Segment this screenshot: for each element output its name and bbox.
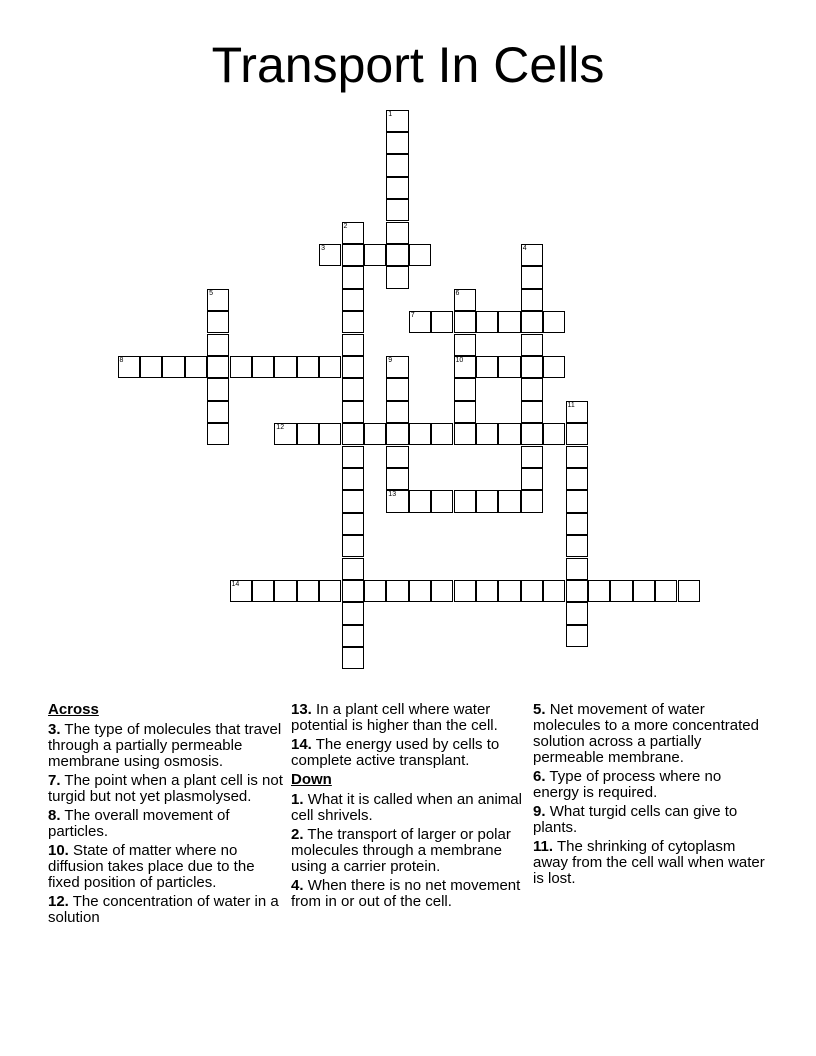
crossword-cell[interactable] bbox=[386, 378, 408, 400]
down-clue-11 bbox=[533, 839, 769, 887]
crossword-cell[interactable] bbox=[476, 490, 498, 512]
crossword-cell[interactable] bbox=[162, 356, 184, 378]
crossword-cell[interactable] bbox=[207, 356, 229, 378]
crossword-cell[interactable] bbox=[633, 580, 655, 602]
crossword-cell[interactable] bbox=[543, 356, 565, 378]
crossword-cell[interactable] bbox=[342, 446, 364, 468]
crossword-cell[interactable] bbox=[476, 356, 498, 378]
down-clue-9 bbox=[533, 804, 769, 836]
across-clue-3 bbox=[48, 722, 284, 770]
crossword-cell[interactable] bbox=[386, 356, 408, 378]
clue-text: Type of process where no energy is required. bbox=[533, 768, 722, 801]
crossword-cell[interactable] bbox=[521, 356, 543, 378]
clue-text: What turgid cells can give to plants. bbox=[533, 803, 738, 836]
cell-number: 5 bbox=[209, 289, 213, 297]
crossword-cell[interactable] bbox=[364, 244, 386, 266]
crossword-cell[interactable] bbox=[319, 423, 341, 445]
cell-number: 9 bbox=[388, 356, 393, 364]
crossword-cell[interactable] bbox=[386, 490, 408, 512]
clue-text: The transport of larger or polar molecules through a membrane using a carrier protein. bbox=[291, 826, 511, 875]
crossword-cell[interactable] bbox=[498, 423, 520, 445]
crossword-cell[interactable] bbox=[185, 356, 207, 378]
crossword-cell[interactable] bbox=[342, 244, 364, 266]
crossword-cell[interactable] bbox=[543, 580, 565, 602]
crossword-cell[interactable] bbox=[230, 356, 252, 378]
crossword-cell[interactable] bbox=[386, 401, 408, 423]
clue-number: 3. bbox=[48, 721, 61, 738]
crossword-cell[interactable] bbox=[566, 580, 588, 602]
crossword-cell[interactable] bbox=[454, 311, 476, 333]
crossword-cell[interactable] bbox=[566, 602, 588, 624]
crossword-cell[interactable] bbox=[431, 490, 453, 512]
crossword-cell[interactable] bbox=[521, 446, 543, 468]
down-clue-6 bbox=[533, 769, 769, 801]
crossword-cell[interactable] bbox=[566, 535, 588, 557]
crossword-cell[interactable] bbox=[521, 378, 543, 400]
clue-number: 5. bbox=[533, 701, 546, 718]
cell-number: 6 bbox=[455, 289, 460, 297]
crossword-cell[interactable] bbox=[342, 558, 364, 580]
crossword-cell[interactable] bbox=[252, 580, 274, 602]
crossword-cell[interactable] bbox=[409, 423, 431, 445]
crossword-cell[interactable] bbox=[386, 177, 408, 199]
crossword-cell[interactable] bbox=[566, 625, 588, 647]
cell-number: 2 bbox=[343, 222, 348, 230]
crossword-cell[interactable] bbox=[431, 311, 453, 333]
crossword-cell[interactable] bbox=[386, 423, 408, 445]
crossword-cell[interactable] bbox=[207, 378, 229, 400]
crossword-cell[interactable] bbox=[364, 580, 386, 602]
across-clue-13 bbox=[291, 702, 527, 734]
clue-number: 10. bbox=[48, 842, 69, 859]
crossword-cell[interactable] bbox=[521, 289, 543, 311]
crossword-cell[interactable] bbox=[521, 244, 543, 266]
crossword-cell[interactable] bbox=[297, 423, 319, 445]
cell-number: 13 bbox=[388, 491, 397, 499]
crossword-cell[interactable] bbox=[319, 244, 341, 266]
clue-text: The energy used by cells to complete active transplant. bbox=[291, 736, 500, 769]
crossword-cell[interactable] bbox=[207, 289, 229, 311]
crossword-cell[interactable] bbox=[342, 490, 364, 512]
crossword-cell[interactable] bbox=[230, 580, 252, 602]
cell-number: 10 bbox=[455, 356, 464, 364]
crossword-cell[interactable] bbox=[454, 378, 476, 400]
crossword-cell[interactable] bbox=[431, 423, 453, 445]
across-clue-10 bbox=[48, 843, 284, 891]
down-clue-1 bbox=[291, 792, 527, 824]
crossword-cell[interactable] bbox=[342, 468, 364, 490]
crossword-cell[interactable] bbox=[207, 334, 229, 356]
crossword-cell[interactable] bbox=[498, 311, 520, 333]
clue-number: 6. bbox=[533, 768, 546, 785]
crossword-cell[interactable] bbox=[386, 110, 408, 132]
crossword-cell[interactable] bbox=[319, 580, 341, 602]
crossword-cell[interactable] bbox=[274, 580, 296, 602]
crossword-cell[interactable] bbox=[566, 468, 588, 490]
clues-column-3 bbox=[533, 702, 769, 890]
crossword-cell[interactable] bbox=[207, 311, 229, 333]
clue-number: 1. bbox=[291, 791, 304, 808]
crossword-cell[interactable] bbox=[566, 446, 588, 468]
crossword-cell[interactable] bbox=[207, 401, 229, 423]
crossword-cell[interactable] bbox=[566, 423, 588, 445]
crossword-cell[interactable] bbox=[566, 513, 588, 535]
page-title: Transport In Cells bbox=[211, 37, 605, 93]
crossword-cell[interactable] bbox=[386, 580, 408, 602]
crossword-cell[interactable] bbox=[342, 647, 364, 669]
clue-number: 14. bbox=[291, 736, 312, 753]
clues-column-1 bbox=[48, 702, 284, 929]
crossword-cell[interactable] bbox=[386, 154, 408, 176]
clue-number: 11. bbox=[533, 838, 554, 855]
crossword-cell[interactable] bbox=[297, 580, 319, 602]
cell-number: 12 bbox=[276, 424, 285, 432]
crossword-cell[interactable] bbox=[342, 625, 364, 647]
crossword-cell[interactable] bbox=[342, 266, 364, 288]
cell-number: 14 bbox=[231, 580, 240, 588]
clue-number: 13. bbox=[291, 701, 312, 718]
crossword-cell[interactable] bbox=[342, 378, 364, 400]
across-heading: Across bbox=[48, 701, 99, 718]
clue-text: When there is no net movement from in or out of the cell. bbox=[291, 877, 521, 910]
crossword-cell[interactable] bbox=[476, 423, 498, 445]
crossword-cell[interactable] bbox=[297, 356, 319, 378]
crossword-cell[interactable] bbox=[566, 558, 588, 580]
crossword-cell[interactable] bbox=[342, 513, 364, 535]
crossword-cell[interactable] bbox=[252, 356, 274, 378]
crossword-cell[interactable] bbox=[521, 468, 543, 490]
crossword-cell[interactable] bbox=[498, 356, 520, 378]
clue-text: The type of molecules that travel through a partially permeable membrane using osmosis. bbox=[48, 721, 282, 770]
crossword-cell[interactable] bbox=[319, 356, 341, 378]
crossword-cell[interactable] bbox=[521, 311, 543, 333]
clue-number: 12. bbox=[48, 893, 69, 910]
clue-number: 8. bbox=[48, 807, 61, 824]
crossword-cell[interactable] bbox=[364, 423, 386, 445]
down-heading: Down bbox=[291, 771, 332, 788]
crossword-cell[interactable] bbox=[521, 401, 543, 423]
across-clue-8 bbox=[48, 808, 284, 840]
down-clue-4 bbox=[291, 878, 527, 910]
cell-number: 1 bbox=[388, 110, 393, 118]
across-clue-14 bbox=[291, 737, 527, 769]
crossword-cell[interactable] bbox=[342, 356, 364, 378]
crossword-cell[interactable] bbox=[521, 580, 543, 602]
clue-number: 9. bbox=[533, 803, 546, 820]
crossword-cell[interactable] bbox=[342, 423, 364, 445]
crossword-cell[interactable] bbox=[476, 580, 498, 602]
crossword-cell[interactable] bbox=[409, 311, 431, 333]
crossword-cell[interactable] bbox=[274, 356, 296, 378]
crossword-cell[interactable] bbox=[521, 334, 543, 356]
crossword-cell[interactable] bbox=[521, 423, 543, 445]
crossword-cell[interactable] bbox=[342, 580, 364, 602]
crossword-cell[interactable] bbox=[274, 423, 296, 445]
crossword-cell[interactable] bbox=[454, 401, 476, 423]
crossword-cell[interactable] bbox=[454, 289, 476, 311]
clue-text: The shrinking of cytoplasm away from the cell wall when water is lost. bbox=[533, 838, 765, 887]
crossword-cell[interactable] bbox=[588, 580, 610, 602]
crossword-cell[interactable] bbox=[498, 490, 520, 512]
crossword-cell[interactable] bbox=[409, 244, 431, 266]
crossword-cell[interactable] bbox=[454, 580, 476, 602]
clue-text: What it is called when an animal cell shrivels. bbox=[291, 791, 522, 824]
clue-text: The point when a plant cell is not turgid but not yet plasmolysed. bbox=[48, 772, 283, 805]
crossword-cell[interactable] bbox=[521, 266, 543, 288]
crossword-cell[interactable] bbox=[386, 244, 408, 266]
crossword-cell[interactable] bbox=[386, 222, 408, 244]
crossword-cell[interactable] bbox=[543, 311, 565, 333]
across-clue-12 bbox=[48, 894, 284, 926]
crossword-cell[interactable] bbox=[386, 446, 408, 468]
crossword-cell[interactable] bbox=[386, 468, 408, 490]
crossword-cell[interactable] bbox=[610, 580, 632, 602]
crossword-cell[interactable] bbox=[207, 423, 229, 445]
across-clue-7 bbox=[48, 773, 284, 805]
down-clue-5 bbox=[533, 702, 769, 766]
clue-number: 2. bbox=[291, 826, 304, 843]
crossword-cell[interactable] bbox=[342, 334, 364, 356]
crossword-cell[interactable] bbox=[342, 401, 364, 423]
crossword-cell[interactable] bbox=[476, 311, 498, 333]
clue-text: Net movement of water molecules to a more concentrated solution across a partially permeable membrane. bbox=[533, 701, 759, 766]
crossword-cell[interactable] bbox=[118, 356, 140, 378]
clue-text: The overall movement of particles. bbox=[48, 807, 230, 840]
clues-column-2 bbox=[291, 702, 527, 913]
crossword-cell[interactable] bbox=[655, 580, 677, 602]
crossword-cell[interactable] bbox=[566, 401, 588, 423]
down-clue-2 bbox=[291, 827, 527, 875]
clue-text: State of matter where no diffusion takes place due to the fixed position of particles. bbox=[48, 842, 255, 891]
crossword-cell[interactable] bbox=[409, 490, 431, 512]
crossword-cell[interactable] bbox=[678, 580, 700, 602]
crossword-cell[interactable] bbox=[342, 602, 364, 624]
clue-text: The concentration of water in a solution bbox=[48, 893, 279, 926]
crossword-cell[interactable] bbox=[342, 535, 364, 557]
cell-number: 3 bbox=[321, 244, 325, 252]
clue-number: 4. bbox=[291, 877, 304, 894]
cell-number: 8 bbox=[119, 356, 124, 364]
crossword-cell[interactable] bbox=[386, 199, 408, 221]
crossword-cell[interactable] bbox=[454, 334, 476, 356]
crossword-cell[interactable] bbox=[342, 222, 364, 244]
crossword-cell[interactable] bbox=[521, 490, 543, 512]
crossword-cell[interactable] bbox=[454, 356, 476, 378]
cell-number: 11 bbox=[567, 401, 575, 409]
crossword-cell[interactable] bbox=[454, 490, 476, 512]
crossword-cell[interactable] bbox=[431, 580, 453, 602]
cell-number: 4 bbox=[522, 244, 527, 252]
crossword-cell[interactable] bbox=[386, 266, 408, 288]
crossword-cell[interactable] bbox=[566, 490, 588, 512]
crossword-cell[interactable] bbox=[409, 580, 431, 602]
crossword-cell[interactable] bbox=[342, 311, 364, 333]
crossword-cell[interactable] bbox=[140, 356, 162, 378]
clue-text: In a plant cell where water potential is higher than the cell. bbox=[291, 701, 498, 734]
crossword-cell[interactable] bbox=[498, 580, 520, 602]
clue-number: 7. bbox=[48, 772, 61, 789]
crossword-cell[interactable] bbox=[386, 132, 408, 154]
crossword-cell[interactable] bbox=[342, 289, 364, 311]
crossword-cell[interactable] bbox=[454, 423, 476, 445]
crossword-cell[interactable] bbox=[543, 423, 565, 445]
cell-number: 7 bbox=[410, 312, 415, 320]
